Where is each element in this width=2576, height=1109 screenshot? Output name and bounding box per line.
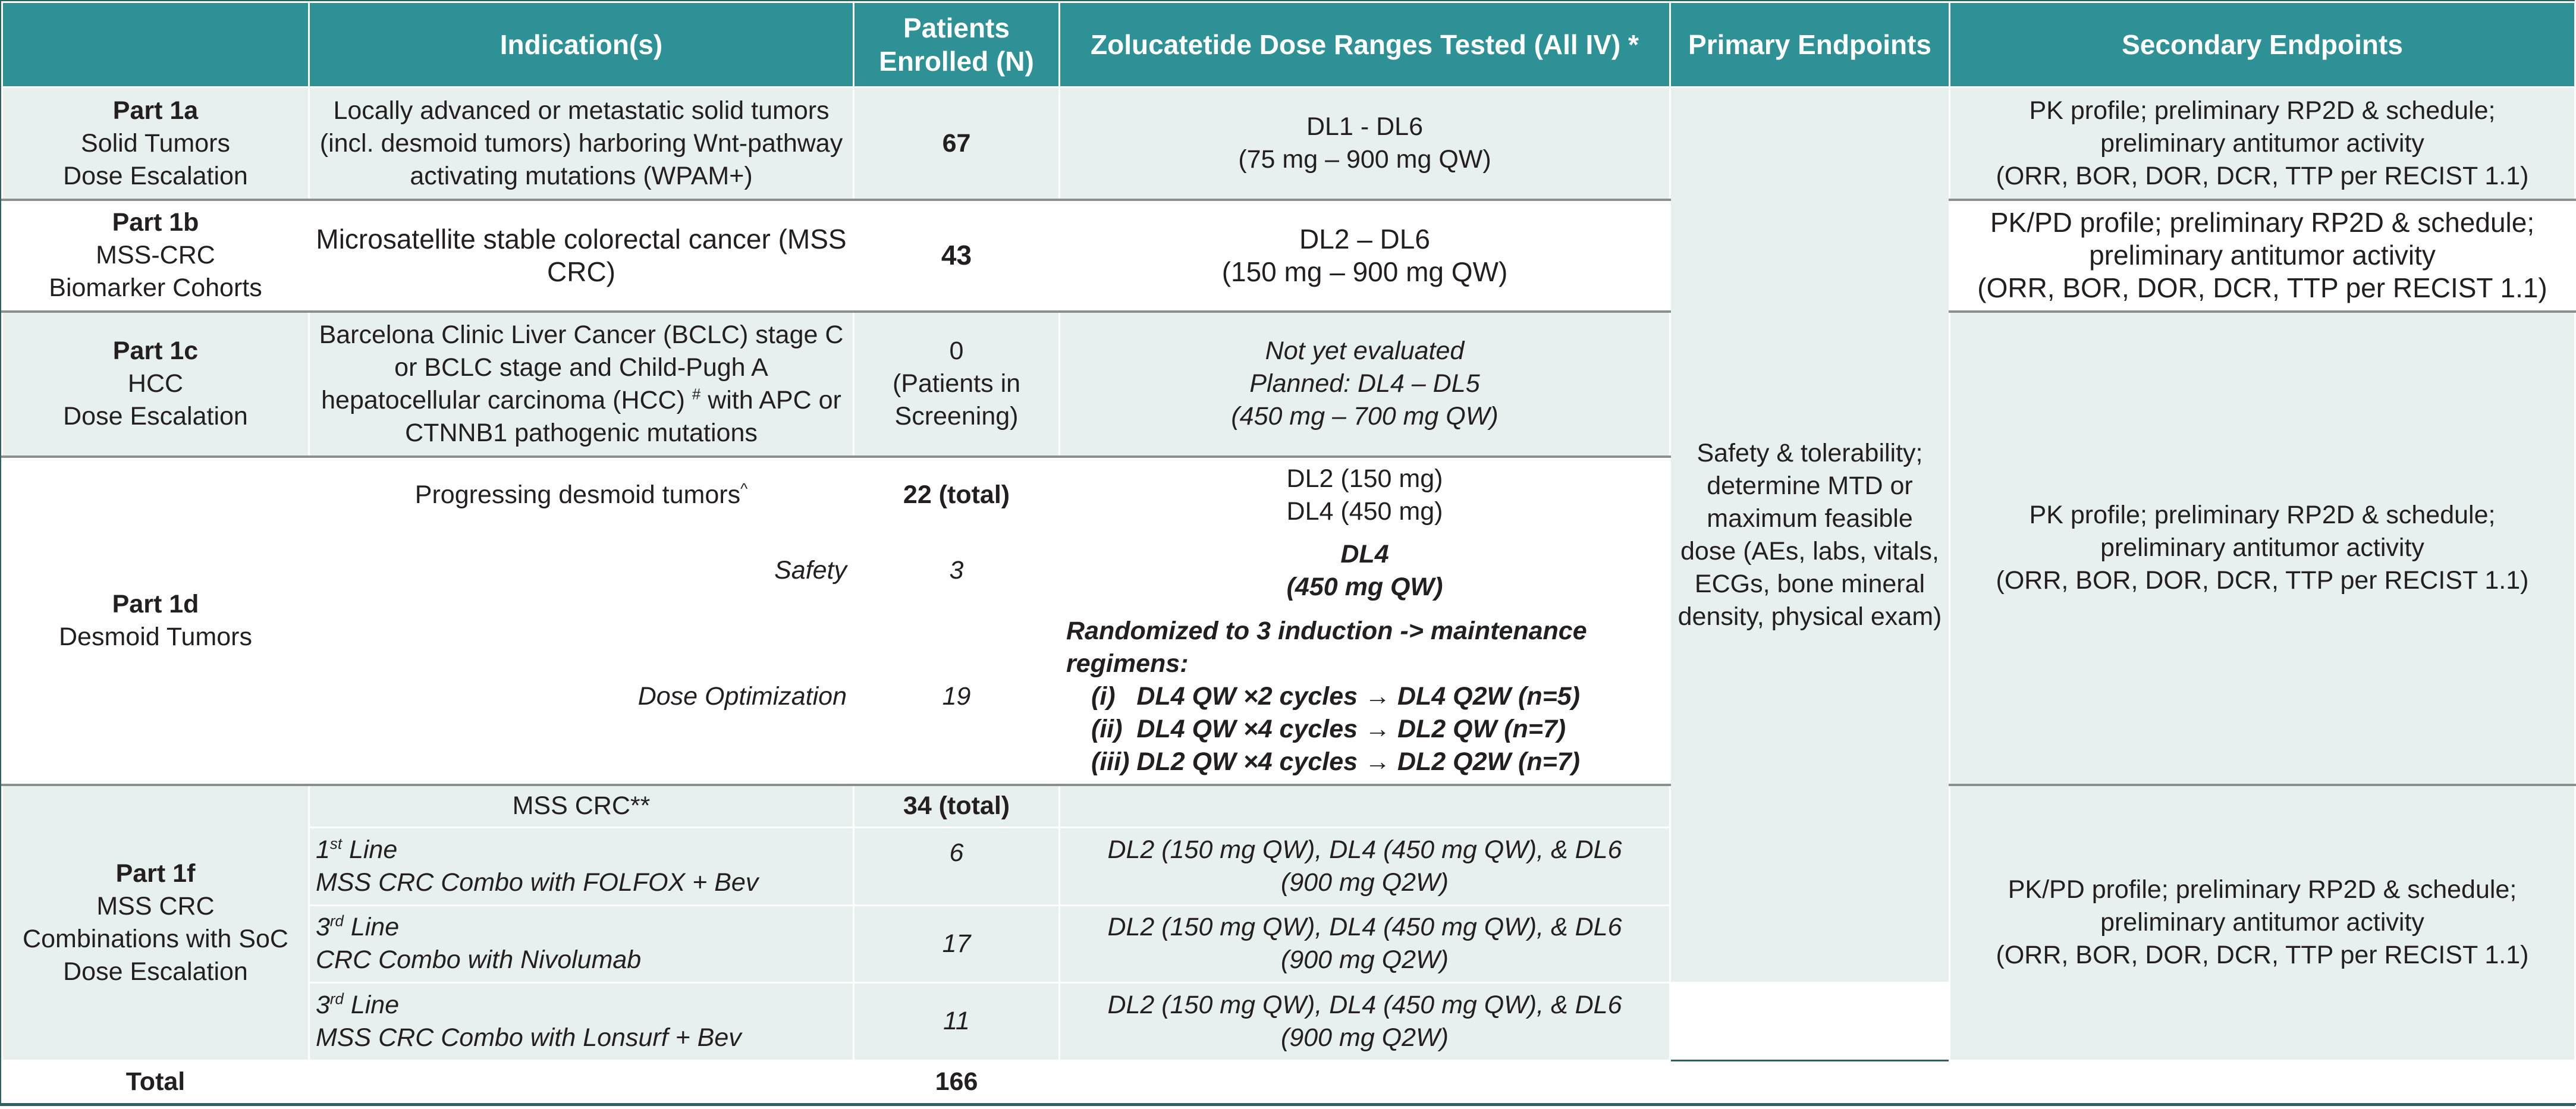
part-1c-dose-line3: (450 mg – 700 mg QW) [1231, 402, 1499, 431]
part-1b-sub2: Biomarker Cohorts [49, 274, 262, 303]
part-1d-opt-regimen-1: (i) DL4 QW ×2 cycles → DL4 Q2W (n=5) [1091, 681, 1580, 711]
part-1d-secondary-line3: (ORR, BOR, DOR, DCR, TTP per RECIST 1.1) [1996, 566, 2529, 595]
part-1f-combo-2-patients: 17 [854, 905, 1060, 982]
part-1a-sub2: Dose Escalation [63, 161, 248, 190]
part-1f-combo-2-dose-line1: DL2 (150 mg QW), DL4 (450 mg QW), & DL6 [1107, 913, 1622, 942]
part-1c-title: Part 1c [112, 337, 199, 366]
part-1a-secondary-line3: (ORR, BOR, DOR, DCR, TTP per RECIST 1.1) [1996, 161, 2529, 190]
part-1f-combo-2-indication [309, 905, 854, 982]
row-part-1b [2, 200, 2575, 312]
part-1b-indication: Microsatellite stable colorectal cancer (MSS CRC) [309, 200, 854, 312]
header-part [2, 2, 309, 87]
part-1f-combo-3-desc: MSS CRC Combo with Lonsurf + Bev [316, 1023, 742, 1052]
part-1d-indication [309, 457, 854, 533]
part-1f-dose-blank [1060, 785, 1670, 828]
part-1f-combo-1-indication [309, 828, 854, 905]
part-1c-dose-line2: Planned: DL4 – DL5 [1249, 369, 1480, 398]
part-1d-opt-intro: Randomized to 3 induction -> maintenance regimens: [1066, 616, 1587, 678]
part-1f-sub2: Combinations with SoC [23, 924, 288, 953]
row-part-1f-total [2, 785, 2575, 828]
part-1b-secondary [1950, 200, 2575, 312]
part-1c-indication-a: Barcelona Clinic Liver Cancer (BCLC) stage C or BCLC stage and Child-Pugh A hepatocellular carcinoma (HCC) [319, 320, 844, 414]
part-1a-dose [1060, 87, 1670, 200]
part-1f-cell [2, 785, 309, 1060]
header-dose: Zolucatetide Dose Ranges Tested (All IV) * [1060, 2, 1670, 87]
total-patients: 166 [854, 1060, 1060, 1104]
part-1f-secondary [1950, 785, 2575, 1060]
part-1c-dose [1060, 312, 1670, 457]
total-secondary-blank [1950, 1060, 2575, 1104]
part-1f-combo-1-dose [1060, 828, 1670, 905]
part-1f-combo-2-line [316, 911, 847, 944]
part-1c-patients [854, 312, 1060, 457]
part-1b-dose-line1: DL2 – DL6 [1299, 223, 1430, 255]
part-1d-title: Part 1d [112, 590, 199, 619]
total-dose-blank [1060, 1060, 1670, 1104]
part-1d-opt-regimen-3: (iii) DL2 QW ×4 cycles → DL2 Q2W (n=7) [1091, 747, 1580, 776]
part-1a-dose-line1: DL1 - DL6 [1306, 112, 1423, 142]
part-1f-combo-1-desc: MSS CRC Combo with FOLFOX + Bev [316, 868, 759, 897]
part-1f-combo-2-desc: CRC Combo with Nivolumab [316, 945, 642, 975]
part-1d-secondary-line2: preliminary antitumor activity [2100, 533, 2424, 563]
part-1d-indication-mark: ^ [740, 480, 748, 498]
part-1a-sub1: Solid Tumors [81, 128, 230, 158]
part-1f-combo-1-dose-line1: DL2 (150 mg QW), DL4 (450 mg QW), & DL6 [1107, 835, 1622, 864]
part-1d-opt-regimen-2: (ii) DL4 QW ×4 cycles → DL2 QW (n=7) [1091, 714, 1566, 743]
header-patients: Patients Enrolled (N) [854, 2, 1060, 87]
part-1f-combo-3-line [316, 989, 847, 1022]
part-1b-secondary-line1: PK/PD profile; preliminary RP2D & schedule; [1990, 207, 2535, 238]
part-1f-combo-3-dose-line2: (900 mg Q2W) [1281, 1023, 1449, 1052]
part-1a-dose-line2: (75 mg – 900 mg QW) [1238, 145, 1491, 174]
part-1f-combo-1-line-word: Line [342, 835, 398, 864]
part-1d-cell [2, 457, 309, 784]
part-1f-indication: MSS CRC** [309, 785, 854, 828]
part-1f-combo-1-line-sup: st [329, 835, 342, 853]
part-1f-combo-1-patients: 6 [854, 828, 1060, 905]
part-1b-cell [2, 200, 309, 312]
part-1d-secondary-line1: PK profile; preliminary RP2D & schedule; [2029, 501, 2496, 530]
part-1d-safety-dose-line2: (450 mg QW) [1286, 572, 1443, 601]
primary-endpoints: Safety & tolerability; determine MTD or maximum feasible dose (AEs, labs, vitals, ECGs, bone mineral density, physical exam) [1670, 87, 1950, 983]
part-1f-secondary-line1: PK/PD profile; preliminary RP2D & schedule; [2008, 875, 2517, 904]
part-1f-combo-3-patients: 11 [854, 983, 1060, 1060]
part-1d-safety-label: Safety [309, 533, 854, 608]
study-design-table [1, 1, 2576, 1105]
part-1c-indication [309, 312, 854, 457]
part-1b-dose [1060, 200, 1670, 312]
part-1c-indication-mark: # [692, 386, 701, 403]
part-1b-secondary-line3: (ORR, BOR, DOR, DCR, TTP per RECIST 1.1) [1977, 272, 2547, 304]
part-1c-sub1: HCC [127, 369, 184, 398]
part-1a-secondary-line2: preliminary antitumor activity [2100, 128, 2424, 158]
part-1f-sub1: MSS CRC [96, 891, 215, 920]
part-1c-patients-count: 0 [949, 337, 964, 366]
part-1d-opt-patients: 19 [854, 609, 1060, 785]
part-1f-combo-3-line-word: Line [343, 990, 400, 1019]
part-1f-sub3: Dose Escalation [63, 957, 248, 986]
part-1b-secondary-line2: preliminary antitumor activity [2089, 240, 2436, 271]
part-1d-dose [1060, 457, 1670, 533]
part-1f-combo-3-indication [309, 983, 854, 1060]
part-1d-safety-patients: 3 [854, 533, 1060, 608]
total-indication-blank [309, 1060, 854, 1104]
part-1b-title: Part 1b [112, 208, 199, 237]
part-1f-combo-2-line-num: 3 [316, 913, 330, 942]
part-1a-title: Part 1a [112, 96, 199, 125]
part-1f-title: Part 1f [115, 859, 196, 888]
part-1a-cell [2, 87, 309, 200]
part-1f-combo-2-line-sup: rd [329, 913, 344, 930]
part-1f-combo-2-dose-line2: (900 mg Q2W) [1281, 945, 1449, 975]
part-1f-secondary-line3: (ORR, BOR, DOR, DCR, TTP per RECIST 1.1) [1996, 941, 2529, 970]
part-1f-combo-1-line-num: 1 [316, 835, 330, 864]
part-1d-patients: 22 (total) [854, 457, 1060, 533]
part-1f-combo-2-dose [1060, 905, 1670, 982]
part-1a-secondary [1950, 87, 2575, 200]
part-1b-sub1: MSS-CRC [96, 241, 215, 270]
part-1d-opt-dose [1060, 609, 1670, 785]
part-1f-patients: 34 (total) [854, 785, 1060, 828]
part-1d-dose-line2: DL4 (450 mg) [1286, 497, 1443, 526]
part-1f-combo-2-line-word: Line [343, 913, 400, 942]
part-1f-combo-3-line-num: 3 [316, 990, 330, 1019]
total-label: Total [2, 1060, 309, 1104]
part-1f-combo-3-line-sup: rd [329, 991, 344, 1008]
part-1f-secondary-line2: preliminary antitumor activity [2100, 908, 2424, 937]
header-secondary: Secondary Endpoints [1950, 2, 2575, 87]
part-1c-dose-line1: Not yet evaluated [1265, 337, 1465, 366]
header-primary: Primary Endpoints [1670, 2, 1950, 87]
header-row [2, 2, 2575, 87]
part-1d-safety-dose [1060, 533, 1670, 608]
part-1c-1d-secondary [1950, 312, 2575, 785]
part-1d-indication-a: Progressing desmoid tumors [414, 480, 741, 509]
row-part-1c [2, 312, 2575, 457]
part-1a-patients: 67 [854, 87, 1060, 200]
part-1d-safety-dose-line1: DL4 [1340, 539, 1389, 568]
row-part-1a [2, 87, 2575, 200]
part-1f-combo-3-dose-line1: DL2 (150 mg QW), DL4 (450 mg QW), & DL6 [1107, 990, 1622, 1019]
part-1a-secondary-line1: PK profile; preliminary RP2D & schedule; [2029, 96, 2496, 125]
total-primary-blank [1670, 1060, 1950, 1104]
part-1f-combo-1-dose-line2: (900 mg Q2W) [1281, 868, 1449, 897]
part-1c-patients-note: (Patients in Screening) [892, 369, 1021, 431]
part-1f-combo-1-line [316, 834, 847, 866]
part-1b-dose-line2: (150 mg – 900 mg QW) [1221, 256, 1508, 287]
part-1c-sub2: Dose Escalation [63, 402, 248, 431]
part-1d-opt-label: Dose Optimization [309, 609, 854, 785]
part-1c-cell [2, 312, 309, 457]
part-1d-dose-line1: DL2 (150 mg) [1286, 464, 1443, 493]
part-1c-indication-b: with APC or CTNNB1 pathogenic mutations [405, 385, 841, 447]
header-indication: Indication(s) [309, 2, 854, 87]
part-1b-patients: 43 [854, 200, 1060, 312]
part-1f-combo-3-dose [1060, 983, 1670, 1060]
part-1a-indication: Locally advanced or metastatic solid tumors (incl. desmoid tumors) harboring Wnt-pathway activating mutations (WPAM+) [309, 87, 854, 200]
row-total [2, 1060, 2575, 1104]
part-1d-sub1: Desmoid Tumors [59, 623, 252, 652]
